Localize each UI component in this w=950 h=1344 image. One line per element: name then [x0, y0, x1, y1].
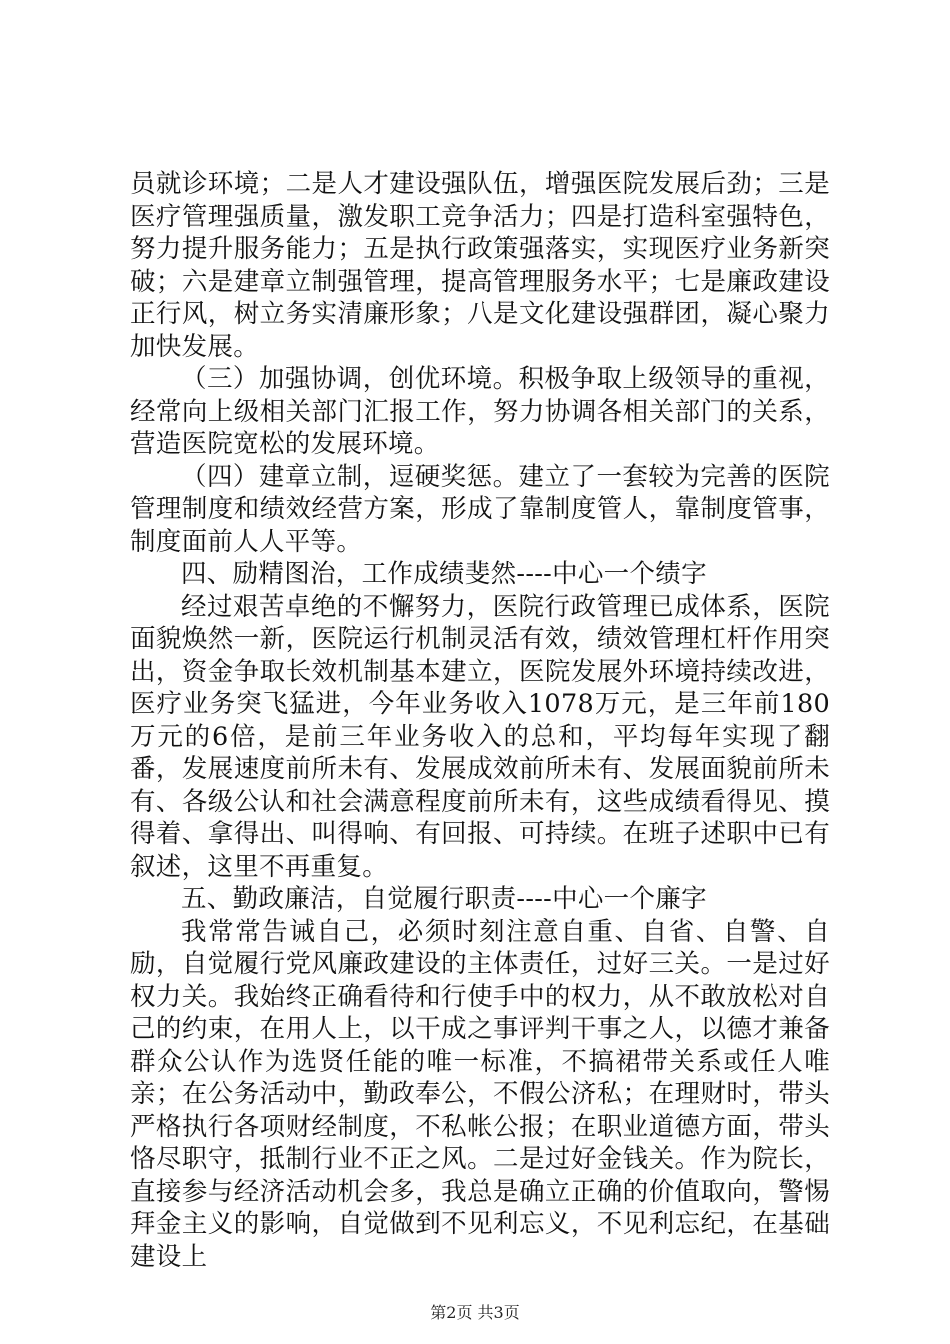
paragraph-1: 员就诊环境；二是人才建设强队伍，增强医院发展后劲；三是医疗管理强质量，激发职工竞争活力；四是打造科室强特色，努力提升服务能力；五是执行政策强落实，实现医疗业务新突破；六是建章立制强管理，提高管理服务水平；七是廉政建设正行风，树立务实清廉形象；八是文化建设强群团，凝心聚力加快发展。	[130, 169, 830, 362]
paragraph-4: 经过艰苦卓绝的不懈努力，医院行政管理已成体系，医院面貌焕然一新，医院运行机制灵活有效，绩效管理杠杆作用突出，资金争取长效机制基本建立，医院发展外环境持续改进，医疗业务突飞猛进，今年业务收入1078万元，是三年前180万元的6倍，是前三年业务收入的总和，平均每年实现了翻番，发展速度前所未有、发展成效前所未有、发展面貌前所未有、各级公认和社会满意程度前所未有，这些成绩看得见、摸得着、拿得出、叫得响、有回报、可持续。在班子述职中已有叙述，这里不再重复。	[130, 591, 830, 882]
paragraph-2: （三）加强协调，创优环境。积极争取上级领导的重视，经常向上级相关部门汇报工作，努力协调各相关部门的关系，营造医院宽松的发展环境。	[130, 364, 830, 459]
section-heading-5: 五、勤政廉洁，自觉履行职责----中心一个廉字	[181, 884, 707, 914]
section-heading-4: 四、励精图治，工作成绩斐然----中心一个绩字	[181, 559, 707, 589]
page-number-footer: 第2页 共3页	[430, 1303, 520, 1322]
paragraph-5: 我常常告诫自己，必须时刻注意自重、自省、自警、自励，自觉履行党风廉政建设的主体责任，过好三关。一是过好权力关。我始终正确看待和行使手中的权力，从不敢放松对自己的约束，在用人上，以干成之事评判干事之人，以德才兼备群众公认作为选贤任能的唯一标准，不搞裙带关系或任人唯亲；在公务活动中，勤政奉公，不假公济私；在理财时，带头严格执行各项财经制度，不私帐公报；在职业道德方面，带头恪尽职守，抵制行业不正之风。二是过好金钱关。作为院长，直接参与经济活动机会多，我总是确立正确的价值取向，警惕拜金主义的影响，自觉做到不见利忘义，不见利忘纪，在基础建设上	[130, 916, 830, 1272]
document-body	[130, 168, 830, 1273]
paragraph-3: （四）建章立制，逗硬奖惩。建立了一套较为完善的医院管理制度和绩效经营方案，形成了靠制度管人，靠制度管事，制度面前人人平等。	[130, 461, 830, 557]
